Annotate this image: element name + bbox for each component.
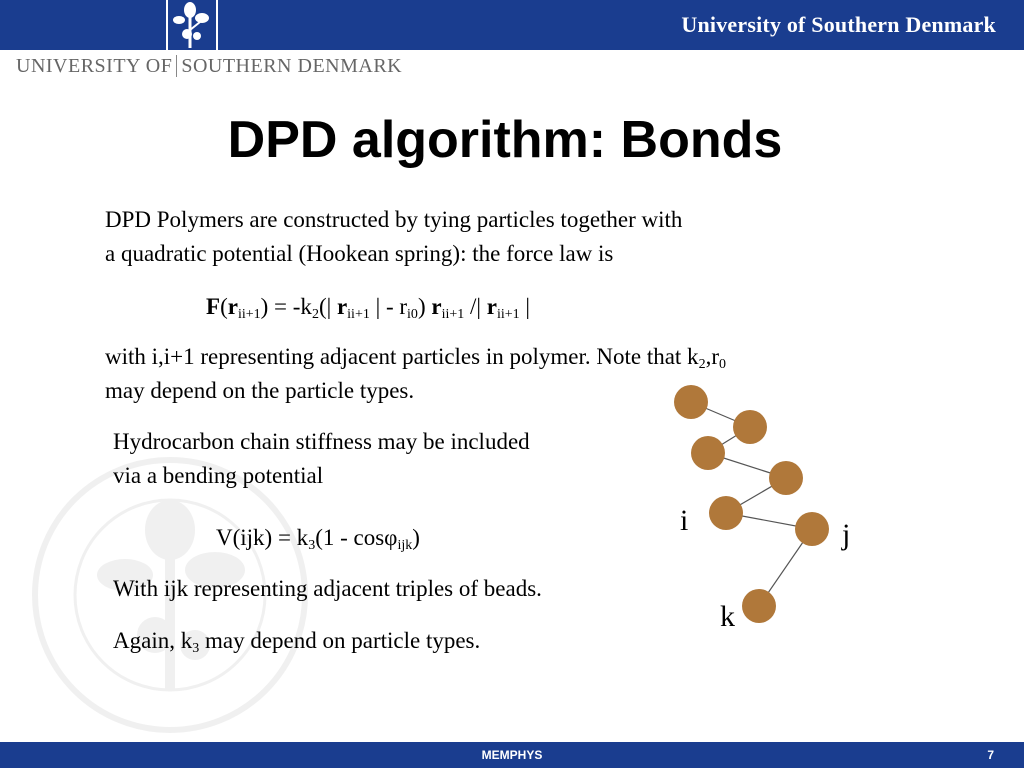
adjacent-line-1 bbox=[105, 340, 726, 374]
formula-sub-k: 2 bbox=[311, 307, 319, 322]
formula-sub3: ii+1 bbox=[441, 307, 465, 322]
tree-logo-icon bbox=[168, 0, 216, 50]
adjacent-sub-r: 0 bbox=[718, 357, 726, 372]
slide-title: DPD algorithm: Bonds bbox=[227, 111, 783, 169]
bead-5 bbox=[709, 496, 743, 530]
again-line bbox=[113, 624, 480, 658]
bead-label-i: i bbox=[680, 504, 689, 537]
page-number: 7 bbox=[987, 748, 994, 762]
bending-sub-phi: ijk bbox=[397, 538, 413, 553]
triples-line: With ijk representing adjacent triples of beads. bbox=[113, 576, 542, 601]
bead-3 bbox=[691, 436, 725, 470]
bead-4 bbox=[769, 461, 803, 495]
formula-sub4: ii+1 bbox=[496, 307, 520, 322]
bead-2 bbox=[733, 410, 767, 444]
stiffness-line-2: via a bending potential bbox=[113, 463, 324, 488]
bending-mid: (1 - cos bbox=[315, 525, 385, 550]
again-sub: 3 bbox=[192, 641, 200, 656]
bending-prefix: V(ijk) = k bbox=[216, 525, 309, 550]
formula-r1: r bbox=[227, 294, 238, 319]
formula-close: ) bbox=[417, 294, 432, 319]
adjacent-text: with i,i+1 representing adjacent particles in polymer. Note that k bbox=[105, 344, 699, 369]
formula-r2: r bbox=[336, 294, 348, 319]
formula-sub2: ii+1 bbox=[347, 307, 370, 322]
bending-formula bbox=[216, 521, 420, 555]
formula-sub-r0: i0 bbox=[407, 307, 418, 322]
header-bar bbox=[0, 0, 1024, 50]
university-name-left-b: SOUTHERN DENMARK bbox=[181, 55, 403, 77]
university-name-left-a: UNIVERSITY OF bbox=[16, 55, 173, 77]
formula-minus: | - r bbox=[369, 294, 408, 319]
footer-bar bbox=[0, 742, 1024, 768]
bending-sub-k: 3 bbox=[308, 538, 316, 553]
bead-chain-svg bbox=[660, 370, 860, 660]
formula-abs-open: (| bbox=[318, 294, 337, 319]
intro-line-1: DPD Polymers are constructed by tying particles together with bbox=[105, 207, 683, 232]
bead-chain-diagram bbox=[660, 370, 860, 660]
bending-end: ) bbox=[412, 525, 420, 550]
bead-6 bbox=[795, 512, 829, 546]
bead-label-j: j bbox=[842, 518, 851, 551]
stiffness-line-1: Hydrocarbon chain stiffness may be included bbox=[113, 429, 530, 454]
university-name-left bbox=[16, 55, 402, 78]
bending-phi: φ bbox=[384, 525, 398, 550]
intro-line-2: a quadratic potential (Hookean spring): the force law is bbox=[105, 241, 614, 266]
formula-F: F bbox=[206, 294, 221, 319]
formula-sub1: ii+1 bbox=[237, 307, 261, 322]
formula-r4: r bbox=[486, 294, 497, 319]
formula-div: /| bbox=[464, 294, 487, 319]
again-prefix: Again, k bbox=[113, 628, 193, 653]
university-logo bbox=[166, 0, 218, 50]
adjacent-comma: ,r bbox=[705, 344, 719, 369]
adjacent-sub-k: 2 bbox=[698, 357, 706, 372]
footer-label: MEMPHYS bbox=[481, 748, 543, 762]
bead-1 bbox=[674, 385, 708, 419]
formula-eq: ) = -k bbox=[260, 294, 312, 319]
bead-7 bbox=[742, 589, 776, 623]
again-suffix: may depend on particle types. bbox=[199, 628, 481, 653]
university-name-bar: University of Southern Denmark bbox=[681, 12, 996, 37]
formula-open: ( bbox=[220, 294, 228, 319]
formula-end: | bbox=[519, 294, 531, 319]
formula-r3: r bbox=[431, 294, 442, 319]
force-formula bbox=[206, 290, 530, 324]
bead-label-k: k bbox=[720, 600, 735, 633]
adjacent-line-2: may depend on the particle types. bbox=[105, 378, 415, 403]
